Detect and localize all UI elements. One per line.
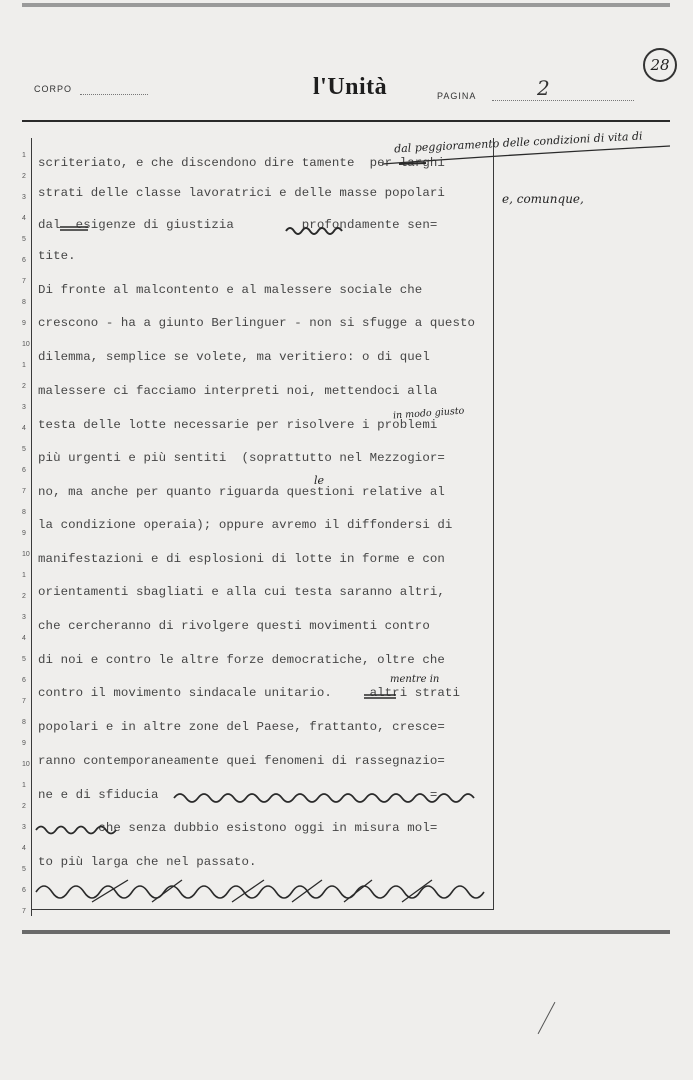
typed-line: la condizione operaia); oppure avremo il diffondersi di xyxy=(38,518,453,532)
top-rule xyxy=(22,3,670,7)
line-number: 7 xyxy=(22,908,26,915)
line-number: 4 xyxy=(22,845,26,852)
line-number: 5 xyxy=(22,446,26,453)
header-rule xyxy=(22,120,670,122)
line-number: 4 xyxy=(22,425,26,432)
typed-line: che cercheranno di rivolgere questi movimenti contro xyxy=(38,619,430,633)
line-number: 7 xyxy=(22,278,26,285)
line-number: 3 xyxy=(22,404,26,411)
line-number: 6 xyxy=(22,257,26,264)
line-number: 4 xyxy=(22,215,26,222)
typed-line: Di fronte al malcontento e al malessere sociale che xyxy=(38,283,423,297)
line-number: 10 xyxy=(22,761,30,768)
line-number: 3 xyxy=(22,194,26,201)
line-number: 10 xyxy=(22,341,30,348)
line-number: 2 xyxy=(22,803,26,810)
typed-line: testa delle lotte necessarie per risolvere i problemi xyxy=(38,418,438,432)
typed-line: to più larga che nel passato. xyxy=(38,855,257,869)
line-number: 5 xyxy=(22,866,26,873)
line-number: 7 xyxy=(22,488,26,495)
text-frame-bottom xyxy=(31,909,493,910)
pagina-label: PAGINA xyxy=(437,91,477,101)
line-number: 2 xyxy=(22,593,26,600)
line-number: 3 xyxy=(22,824,26,831)
line-number: 2 xyxy=(22,173,26,180)
line-number: 4 xyxy=(22,635,26,642)
line-number: 8 xyxy=(22,509,26,516)
line-number: 5 xyxy=(22,236,26,243)
handwritten-insert-line11: le xyxy=(314,474,325,487)
typed-line: tite. xyxy=(38,249,76,263)
line-number: 9 xyxy=(22,530,26,537)
line-number: 8 xyxy=(22,299,26,306)
strike-line17 xyxy=(362,688,398,704)
line-number: 7 xyxy=(22,698,26,705)
typed-line: manifestazioni e di esplosioni di lotte in forme e con xyxy=(38,552,445,566)
handwritten-insert-line17: mentre in xyxy=(390,674,440,685)
strike-per xyxy=(398,155,428,171)
typed-line: no, ma anche per quanto riguarda questioni relative al xyxy=(38,485,445,499)
masthead-logo: l'Unità xyxy=(313,74,388,100)
circled-sheet-number: 28 xyxy=(643,48,677,82)
line-number: 3 xyxy=(22,614,26,621)
line-number: 1 xyxy=(22,572,26,579)
typed-line: ne e di sfiducia = xyxy=(38,788,438,802)
strike-dal xyxy=(58,222,90,234)
line-number: 8 xyxy=(22,719,26,726)
line-number: 2 xyxy=(22,383,26,390)
pagina-field xyxy=(492,100,634,101)
text-frame-left xyxy=(31,138,32,916)
line-number: 6 xyxy=(22,677,26,684)
typed-line: contro il movimento sindacale unitario. altri strati xyxy=(38,686,460,700)
line-number: 6 xyxy=(22,467,26,474)
line-number: 6 xyxy=(22,887,26,894)
handwritten-insert-top: dal peggioramento delle condizioni di vita di xyxy=(393,129,643,156)
typed-line: scriteriato, e che discendono dire tamente per larghi xyxy=(38,156,445,170)
typed-line: strati delle classe lavoratrici e delle masse popolari xyxy=(38,186,445,200)
scribble-strike xyxy=(284,222,354,238)
typed-line: ranno contemporaneamente quei fenomeni di rassegnazio= xyxy=(38,754,445,768)
line-number: 1 xyxy=(22,782,26,789)
scribble-strike-long xyxy=(172,786,502,810)
typed-line: più urgenti e più sentiti (soprattutto nel Mezzogior= xyxy=(38,451,445,465)
typed-line: di noi e contro le altre forze democratiche, oltre che xyxy=(38,653,445,667)
handwritten-page-number: 2 xyxy=(537,76,550,100)
line-number: 9 xyxy=(22,320,26,327)
scribble-final-line xyxy=(32,874,492,908)
line-number: 10 xyxy=(22,551,30,558)
typed-line: dal esigenze di giustizia profondamente sen= xyxy=(38,218,438,232)
pen-mark xyxy=(538,1002,556,1034)
line-number: 1 xyxy=(22,362,26,369)
line-number: 5 xyxy=(22,656,26,663)
typed-line: orientamenti sbagliati e alla cui testa saranno altri, xyxy=(38,585,445,599)
scribble-strike-line21 xyxy=(34,818,124,840)
bottom-rule xyxy=(22,930,670,934)
line-number: 1 xyxy=(22,152,26,159)
typed-line: che senza dubbio esistono oggi in misura mol= xyxy=(38,821,438,835)
handwritten-insert-line9: in modo giusto xyxy=(392,405,465,422)
typed-line: malessere ci facciamo interpreti noi, mettendoci alla xyxy=(38,384,438,398)
handwritten-insert-line2: e, comunque, xyxy=(502,192,584,206)
corpo-label: CORPO xyxy=(34,84,73,94)
typed-line: crescono - ha a giunto Berlinguer - non si sfugge a questo xyxy=(38,316,476,330)
typed-line: popolari e in altre zone del Paese, frattanto, cresce= xyxy=(38,720,445,734)
corpo-field xyxy=(80,94,148,95)
typed-line: dilemma, semplice se volete, ma veritiero: o di quel xyxy=(38,350,430,364)
line-number: 9 xyxy=(22,740,26,747)
